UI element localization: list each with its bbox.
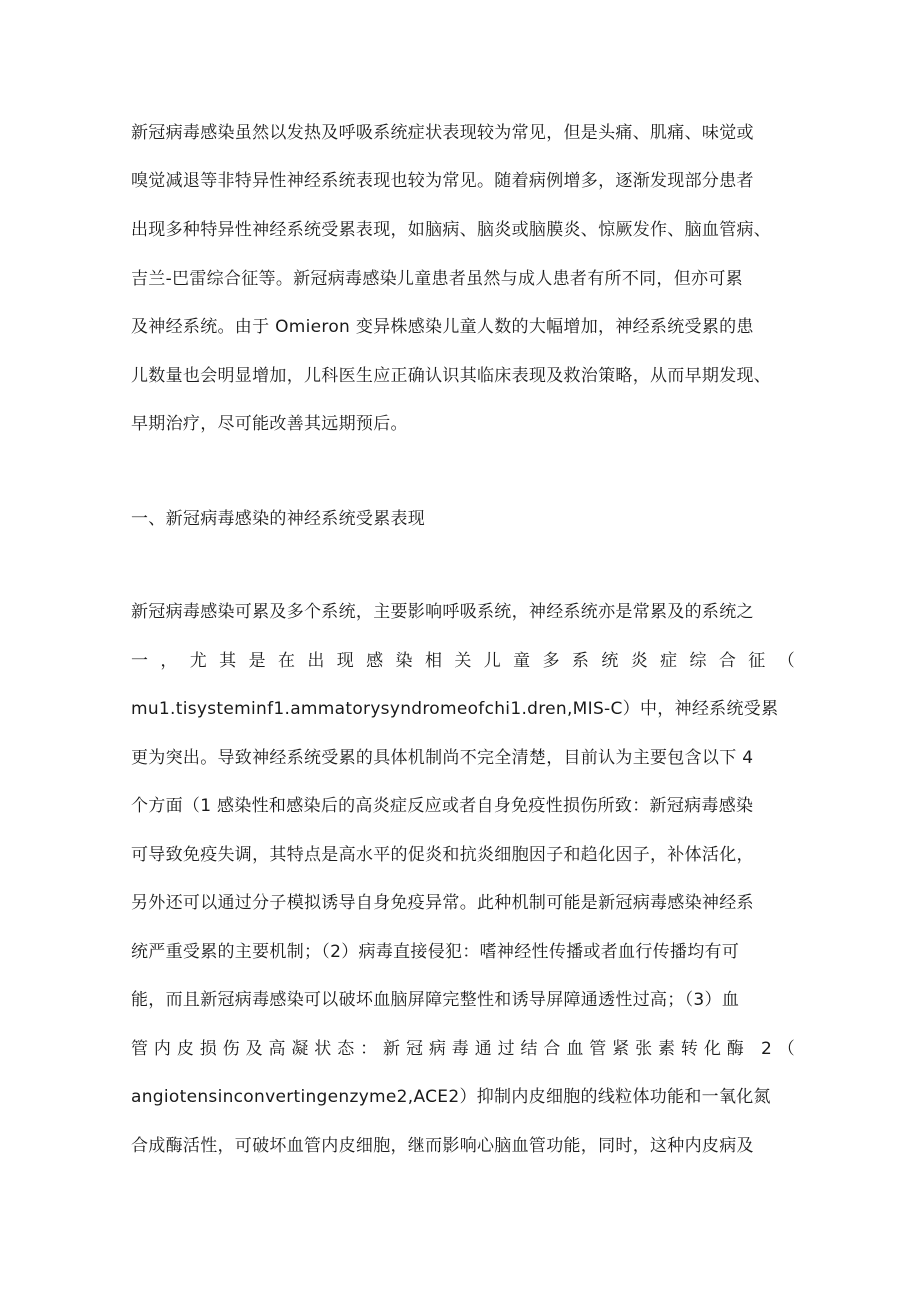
paragraph-line: 一，尤其是在出现感染相关儿童多系统炎症综合征（ — [131, 651, 795, 671]
paragraph-line: 吉兰-巴雷综合征等。新冠病毒感染儿童患者虽然与成人患者有所不同，但亦可累 — [131, 269, 743, 289]
paragraph-line: 出现多种特异性神经系统受累表现，如脑病、脑炎或脑膜炎、惊厥发作、脑血管病、 — [131, 220, 772, 240]
paragraph-line: 合成酶活性，可破坏血管内皮细胞，继而影响心脑血管功能，同时，这种内皮病及 — [131, 1136, 754, 1156]
paragraph-line: angiotensinconvertingenzyme2,ACE2）抑制内皮细胞的线粒体功能和一氧化氮 — [131, 1087, 771, 1107]
paragraph-line: 新冠病毒感染可累及多个系统，主要影响呼吸系统，神经系统亦是常累及的系统之 — [131, 602, 754, 622]
section-heading: 一、新冠病毒感染的神经系统受累表现 — [131, 509, 426, 529]
paragraph-line: 更为突出。导致神经系统受累的具体机制尚不完全清楚，目前认为主要包含以下 4 — [131, 748, 754, 768]
paragraph-line: 嗅觉减退等非特异性神经系统表现也较为常见。随着病例增多，逐渐发现部分患者 — [131, 171, 754, 191]
paragraph-line: 及神经系统。由于 Omieron 变异株感染儿童人数的大幅增加，神经系统受累的患 — [131, 317, 754, 337]
paragraph-line: 可导致免疫失调，其特点是高水平的促炎和抗炎细胞因子和趋化因子，补体活化， — [131, 845, 754, 865]
paragraph-line: 能，而且新冠病毒感染可以破坏血脑屏障完整性和诱导屏障通透性过高；（3）血 — [131, 990, 740, 1010]
paragraph-line: mu1.tisysteminf1.ammatorysyndromeofchi1.dren,MIS-C）中，神经系统受累 — [131, 699, 779, 719]
paragraph-line: 新冠病毒感染虽然以发热及呼吸系统症状表现较为常见，但是头痛、肌痛、味觉或 — [131, 123, 754, 143]
paragraph-line: 儿数量也会明显增加，儿科医生应正确认识其临床表现及救治策略，从而早期发现、 — [131, 366, 772, 386]
paragraph-line: 早期治疗，尽可能改善其远期预后。 — [131, 414, 408, 434]
paragraph-line: 统严重受累的主要机制；（2）病毒直接侵犯：嗜神经性传播或者血行传播均有可 — [131, 942, 740, 962]
paragraph-line: 个方面（1 感染性和感染后的高炎症反应或者自身免疫性损伤所致：新冠病毒感染 — [131, 796, 754, 816]
paragraph-line: 管内皮损伤及高凝状态：新冠病毒通过结合血管紧张素转化酶 2（ — [131, 1039, 795, 1059]
paragraph-line: 另外还可以通过分子模拟诱导自身免疫异常。此种机制可能是新冠病毒感染神经系 — [131, 893, 754, 913]
